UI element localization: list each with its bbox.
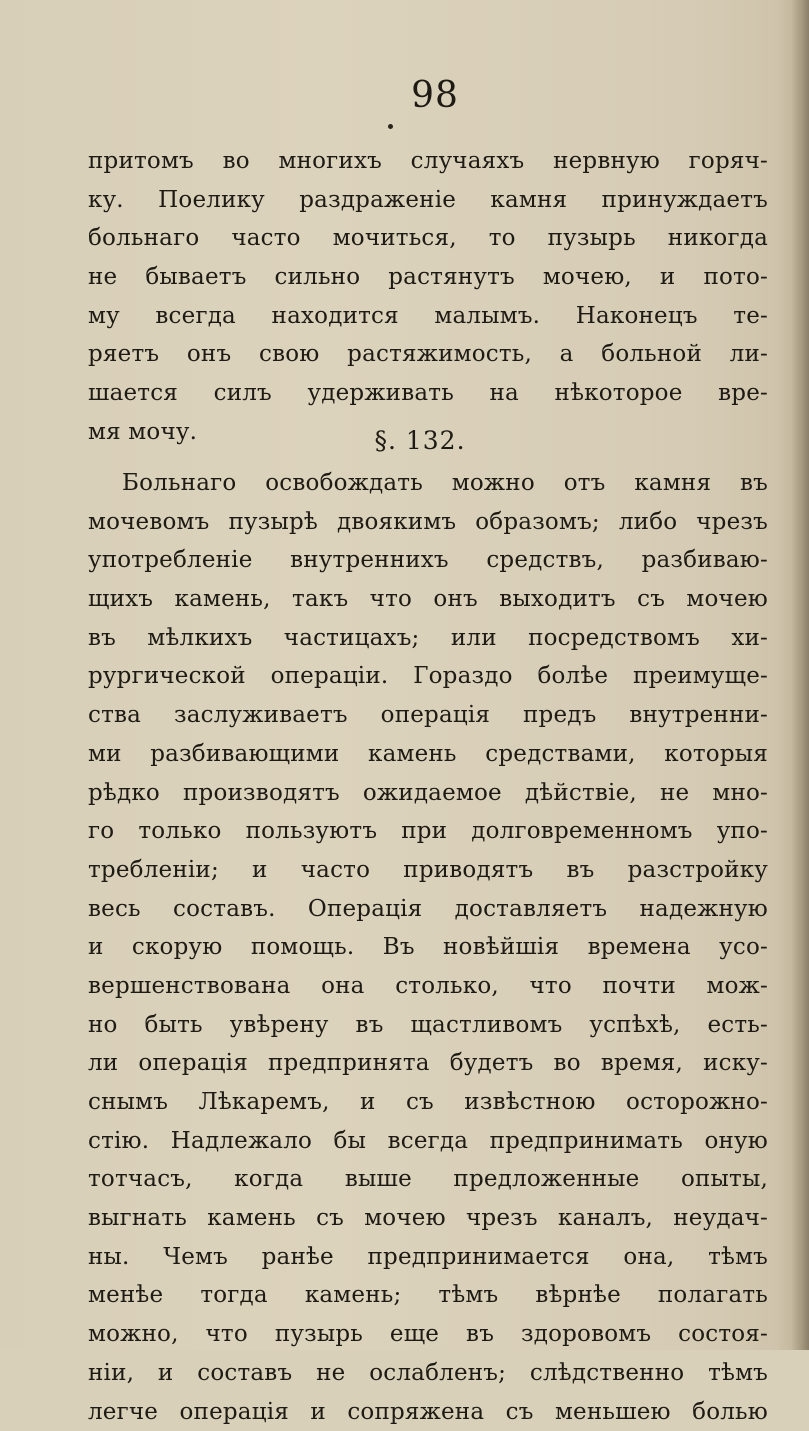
text-line: весь составъ. Операція доставляетъ надежную [88, 890, 768, 929]
text-line: шается силъ удерживать на нѣкоторое вре- [88, 374, 768, 413]
section-heading: §. 132. [0, 422, 809, 460]
text-line: снымъ Лѣкаремъ, и съ извѣстною осторожно- [88, 1083, 768, 1122]
page-number: 98 [0, 74, 809, 118]
ink-dot [388, 124, 393, 129]
text-line: ряетъ онъ свою растяжимость, а больной ли- [88, 335, 768, 374]
text-line: больнаго часто мочиться, то пузырь никогда [88, 219, 768, 258]
text-line: въ мѣлкихъ частицахъ; или посредствомъ хи- [88, 619, 768, 658]
text-line: выгнать камень съ мочею чрезъ каналъ, неудач- [88, 1199, 768, 1238]
text-line: но быть увѣрену въ щастливомъ успѣхѣ, есть- [88, 1006, 768, 1045]
text-line: ку. Поелику раздраженіе камня принуждаетъ [88, 181, 768, 220]
text-line: можно, что пузырь еще въ здоровомъ состоя- [88, 1315, 768, 1354]
text-line: мя мочу. [88, 413, 768, 452]
text-line: ны. Чемъ ранѣе предпринимается она, тѣмъ [88, 1238, 768, 1277]
text-line: му всегда находится малымъ. Наконецъ те- [88, 297, 768, 336]
paragraph-section-132 [88, 464, 768, 1431]
text-line: употребленіе внутреннихъ средствъ, разбиваю- [88, 541, 768, 580]
text-line: ніи, и составъ не ослабленъ; слѣдственно тѣмъ [88, 1354, 768, 1393]
text-line: рѣдко производятъ ожидаемое дѣйствіе, не мно- [88, 774, 768, 813]
text-line: легче операція и сопряжена съ меньшею болью [88, 1393, 768, 1431]
text-line: Больнаго освобождать можно отъ камня въ [88, 464, 768, 503]
text-line: не бываетъ сильно растянутъ мочею, и пото- [88, 258, 768, 297]
text-line: требленіи; и часто приводятъ въ разстройку [88, 851, 768, 890]
text-line: мочевомъ пузырѣ двоякимъ образомъ; либо чрезъ [88, 503, 768, 542]
text-line: менѣе тогда камень; тѣмъ вѣрнѣе полагать [88, 1276, 768, 1315]
text-line: и скорую помощь. Въ новѣйшія времена усо- [88, 928, 768, 967]
text-line: ли операція предпринята будетъ во время, иску- [88, 1044, 768, 1083]
text-line: ми разбивающими камень средствами, которыя [88, 735, 768, 774]
text-line: вершенствована она столько, что почти мож- [88, 967, 768, 1006]
text-line: щихъ камень, такъ что онъ выходитъ съ мочею [88, 580, 768, 619]
text-line: рургической операціи. Гораздо болѣе преимуще- [88, 657, 768, 696]
text-line: притомъ во многихъ случаяхъ нервную горяч- [88, 142, 768, 181]
page-edge-shadow [791, 0, 809, 1350]
paragraph-continued [88, 142, 768, 452]
text-line: тотчасъ, когда выше предложенные опыты, [88, 1160, 768, 1199]
text-line: ства заслуживаетъ операція предъ внутренни- [88, 696, 768, 735]
text-line: го только пользуютъ при долговременномъ упо- [88, 812, 768, 851]
text-line: стію. Надлежало бы всегда предпринимать оную [88, 1122, 768, 1161]
